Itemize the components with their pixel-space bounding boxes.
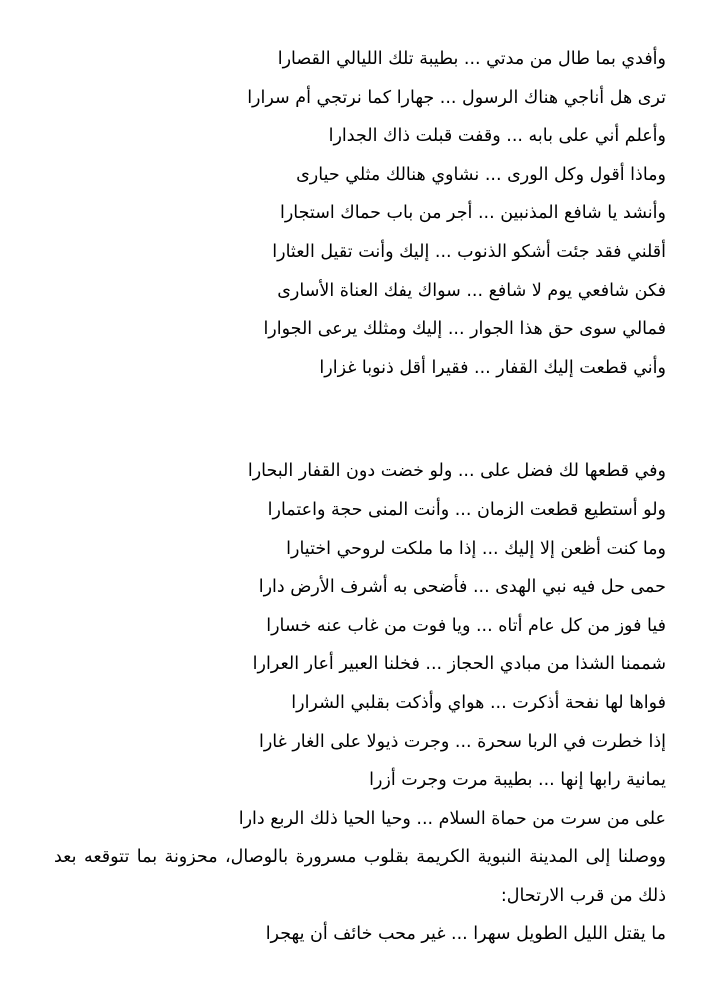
verse-line: وأعلم أني على بابه ... وقفت قبلت ذاك الجدارا (328, 126, 666, 147)
stanza-1 (54, 40, 666, 387)
verse-line: فكن شافعي يوم لا شافع ... سواك يفك العناة الأسارى (277, 280, 666, 301)
verse-line: فواها لها نفحة أذكرت ... هواي وأذكت بقلبي الشرارا (291, 692, 666, 713)
verse-line: إذا خطرت في الربا سحرة ... وجرت ذيولا على الغار غارا (258, 731, 666, 752)
verse-line: ولو أستطيع قطعت الزمان ... وأنت المنى حجة واعتمارا (267, 499, 666, 520)
verse-line: حمى حل فيه نبي الهدى ... فأضحى به أشرف الأرض دارا (258, 577, 666, 598)
closing-verse-line: ما يقتل الليل الطويل سهرا ... غير محب خائف أن يهجرا (265, 924, 666, 945)
verse-line: وما كنت أظعن إلا إليك ... إذا ما ملكت لروحي اختيارا (286, 538, 666, 559)
stanza-2 (54, 452, 666, 838)
verse-line: فيا فوز من كل عام أتاه ... ويا فوت من غاب عنه خسارا (266, 615, 666, 636)
verse-line: وماذا أقول وكل الورى ... نشاوي هنالك مثلي حيارى (296, 164, 666, 185)
verse-line: أقلني فقد جئت أشكو الذنوب ... إليك وأنت تقيل العثارا (272, 241, 666, 262)
verse-line: ترى هل أناجي هناك الرسول ... جهارا كما نرتجي أم سرارا (247, 87, 666, 108)
prose-paragraph: ووصلنا إلى المدينة النبوية الكريمة بقلوب مسرورة بالوصال، محزونة بما تتوقعه بعد ذلك من قرب الارتحال: (54, 847, 666, 906)
verse-line: شممنا الشذا من مبادي الحجاز ... فخلنا العبير أعار العرارا (252, 654, 666, 675)
verse-line: وفي قطعها لك فضل على ... ولو خضت دون القفار البحارا (247, 461, 666, 482)
document-page (54, 40, 666, 954)
verse-line: يمانية رابها إنها ... بطيبة مرت وجرت أزرا (369, 770, 666, 791)
verse-line: وأفدي بما طال من مدتي ... بطيبة تلك الليالي القصارا (277, 49, 666, 69)
verse-line: فمالي سوى حق هذا الجوار ... إليك ومثلك يرعى الجوارا (263, 319, 666, 340)
stanza-gap (54, 387, 666, 452)
verse-line: وأني قطعت إليك القفار ... فقيرا أقل ذنوبا غزارا (319, 357, 666, 378)
verse-line: وأنشد يا شافع المذنبين ... أجر من باب حماك استجارا (279, 203, 666, 224)
verse-line: على من سرت من حماة السلام ... وحيا الحيا ذلك الربع دارا (238, 808, 666, 829)
